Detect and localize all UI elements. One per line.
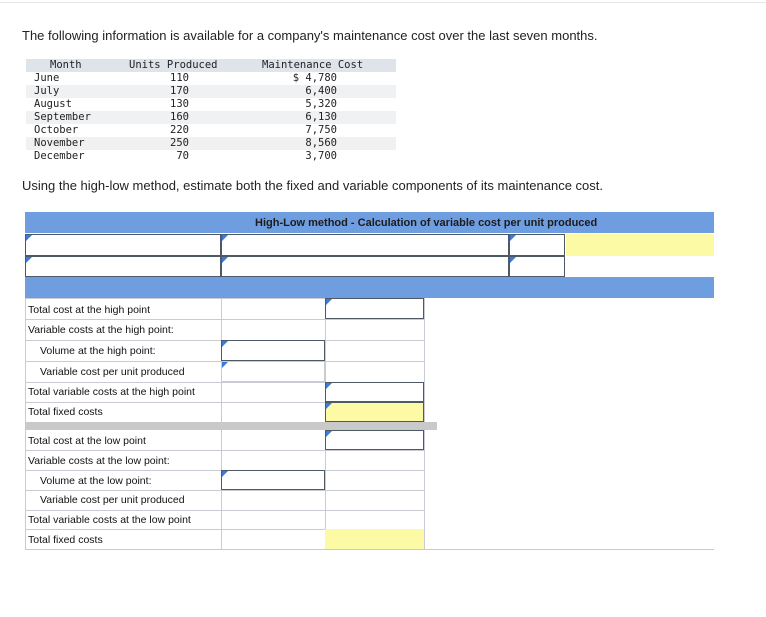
label-vc-per-unit-low: Variable cost per unit produced — [40, 494, 185, 506]
row-cost: 6,130 — [305, 111, 337, 123]
total-variable-high-input[interactable] — [325, 382, 424, 402]
intro-text: The following information is available for a company's maintenance cost over the last seven months. — [22, 28, 598, 43]
top-row1-result-cell — [566, 234, 714, 256]
total-fixed-low-result — [325, 529, 424, 549]
table-row — [26, 85, 396, 98]
divider — [25, 298, 26, 422]
input-flag-icon — [510, 235, 516, 241]
row-cost: 7,750 — [305, 124, 337, 136]
row-units: 220 — [170, 124, 189, 136]
divider — [424, 298, 425, 422]
section-band — [25, 277, 714, 298]
label-total-variable-low: Total variable costs at the low point — [28, 514, 191, 526]
label-total-fixed-low: Total fixed costs — [28, 534, 103, 546]
label-volume-low: Volume at the low point: — [40, 475, 152, 487]
maintenance-data-table — [26, 59, 396, 163]
table-row — [26, 137, 396, 150]
row-month: August — [34, 98, 72, 110]
header-units-produced: Units Produced — [129, 59, 218, 71]
table-row — [26, 98, 396, 111]
top-row2-middle-input[interactable] — [221, 256, 509, 277]
row-month: June — [34, 72, 60, 84]
top-row1-small-input[interactable] — [509, 234, 565, 256]
vc-per-unit-high-input[interactable] — [221, 361, 325, 382]
label-total-cost-low: Total cost at the low point — [28, 435, 146, 447]
table-row — [26, 72, 396, 85]
divider — [25, 549, 714, 550]
row-month: September — [34, 111, 91, 123]
input-flag-icon — [26, 257, 32, 263]
worksheet-title: High-Low method - Calculation of variable cost per unit produced — [255, 217, 598, 229]
divider — [25, 319, 425, 320]
data-table-header — [26, 59, 396, 72]
top-row2-label-input[interactable] — [25, 256, 221, 277]
label-total-cost-high: Total cost at the high point — [28, 304, 150, 316]
row-month: October — [34, 124, 79, 136]
label-variable-costs-low: Variable costs at the low point: — [28, 455, 170, 467]
divider — [25, 510, 425, 511]
row-month: July — [34, 85, 60, 97]
row-units: 130 — [170, 98, 189, 110]
table-row — [26, 111, 396, 124]
header-maintenance-cost: Maintenance Cost — [262, 59, 364, 71]
label-total-variable-high: Total variable costs at the high point — [28, 386, 195, 398]
top-row1-label-input[interactable] — [25, 234, 221, 256]
input-flag-icon — [222, 235, 228, 241]
input-flag-icon — [326, 383, 332, 389]
row-month: November — [34, 137, 85, 149]
label-volume-high: Volume at the high point: — [40, 345, 156, 357]
input-flag-icon — [510, 257, 516, 263]
total-cost-high-input[interactable] — [325, 298, 424, 319]
row-cost: 6,400 — [305, 85, 337, 97]
label-vc-per-unit-high: Variable cost per unit produced — [40, 366, 185, 378]
table-row — [26, 150, 396, 163]
row-cost: 5,320 — [305, 98, 337, 110]
input-flag-icon — [326, 299, 332, 305]
input-flag-icon — [222, 341, 228, 347]
input-flag-icon — [222, 471, 228, 477]
divider — [25, 450, 425, 451]
row-cost: 3,700 — [305, 150, 337, 162]
row-units: 250 — [170, 137, 189, 149]
input-flag-icon — [326, 403, 332, 409]
divider — [25, 490, 425, 491]
row-cost: 8,560 — [305, 137, 337, 149]
label-total-fixed-high: Total fixed costs — [28, 406, 103, 418]
section-separator — [25, 422, 437, 430]
top-row1-middle-input[interactable] — [221, 234, 509, 256]
top-divider — [0, 2, 766, 3]
total-cost-low-input[interactable] — [325, 430, 424, 450]
header-month: Month — [50, 59, 82, 71]
input-flag-icon — [326, 431, 332, 437]
row-units: 160 — [170, 111, 189, 123]
input-flag-icon — [222, 257, 228, 263]
row-cost: $ 4,780 — [292, 72, 337, 84]
input-flag-icon — [222, 362, 228, 368]
total-fixed-high-input[interactable] — [325, 402, 424, 422]
label-variable-costs-high: Variable costs at the high point: — [28, 324, 174, 336]
volume-low-input[interactable] — [221, 470, 325, 490]
top-row2-small-input[interactable] — [509, 256, 565, 277]
row-units: 170 — [170, 85, 189, 97]
question-text: Using the high-low method, estimate both the fixed and variable components of its maintenance cost. — [22, 178, 603, 193]
row-month: December — [34, 150, 85, 162]
input-flag-icon — [26, 235, 32, 241]
row-units: 110 — [170, 72, 189, 84]
row-units: 70 — [176, 150, 189, 162]
table-row — [26, 124, 396, 137]
volume-high-input[interactable] — [221, 340, 325, 361]
